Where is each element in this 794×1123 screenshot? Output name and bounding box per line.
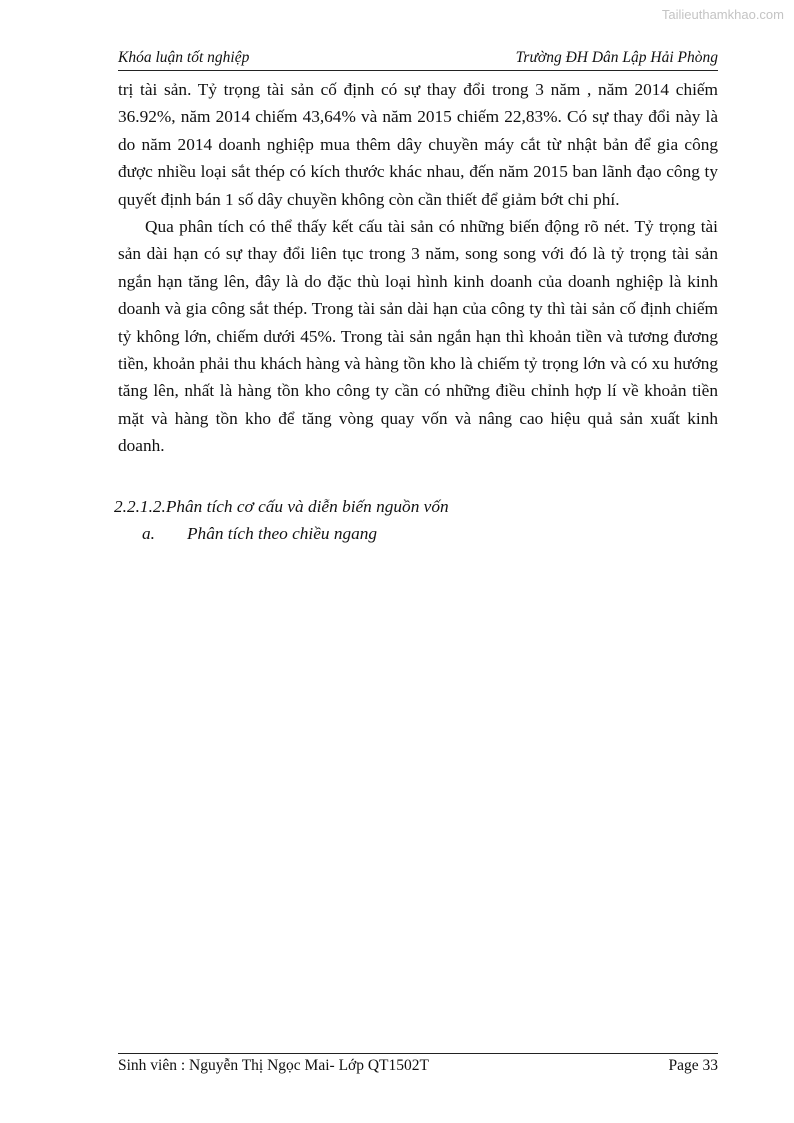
sub-heading-letter: a. — [142, 524, 155, 543]
footer-student: Sinh viên : Nguyễn Thị Ngọc Mai- Lớp QT1502T — [118, 1057, 429, 1074]
paragraph-analysis: Qua phân tích có thể thấy kết cấu tài sản có những biến động rõ nét. Tỷ trọng tài sản dài hạn có sự thay đổi liên tục trong 3 năm, song song với đó là tỷ trọng tài sản ngắn hạn tăng lên, đây là do đặc thù loại hình kinh doanh của doanh nghiệp là kinh doanh và gia công sắt thép. Trong tài sản dài hạn của công ty thì tài sản cố định chiếm tỷ không lớn, chiếm dưới 45%. Trong tài sản ngắn hạn thì khoản tiền và tương đương tiền, khoản phải thu khách hàng và hàng tồn kho là chiếm tỷ trọng lớn và có xu hướng tăng lên, nhất là hàng tồn kho công ty cần có những điều chỉnh hợp lí về khoản tiền mặt và hàng tồn kho để tăng vòng quay vốn và nâng cao hiệu quả sản xuất kinh doanh. — [118, 217, 718, 456]
page-number: Page 33 — [668, 1057, 718, 1074]
header-thesis-label: Khóa luận tốt nghiệp — [118, 49, 250, 66]
page-footer — [118, 1053, 718, 1075]
watermark: Tailieuthamkhao.com — [661, 7, 784, 22]
sub-heading-text: Phân tích theo chiều ngang — [187, 524, 378, 543]
body-text — [118, 76, 718, 460]
header-university: Trường ĐH Dân Lập Hải Phòng — [515, 49, 718, 66]
paragraph-continuation: trị tài sản. Tỷ trọng tài sản cố định có sự thay đổi trong 3 năm , năm 2014 chiếm 36.92%, năm 2014 chiếm 43,64% và năm 2015 chiếm 22,83%. Có sự thay đổi này là do năm 2014 doanh nghiệp mua thêm dây chuyền máy cắt từ nhật bản để gia công được nhiều loại sắt thép có kích thước khác nhau, đến năm 2015 ban lãnh đạo công ty quyết định bán 1 số dây chuyền không còn cần thiết để giảm bớt chi phí. — [118, 80, 718, 209]
sub-heading — [142, 521, 377, 547]
section-heading: 2.2.1.2.Phân tích cơ cấu và diễn biến nguồn vốn — [114, 497, 449, 516]
page-header — [118, 49, 718, 71]
